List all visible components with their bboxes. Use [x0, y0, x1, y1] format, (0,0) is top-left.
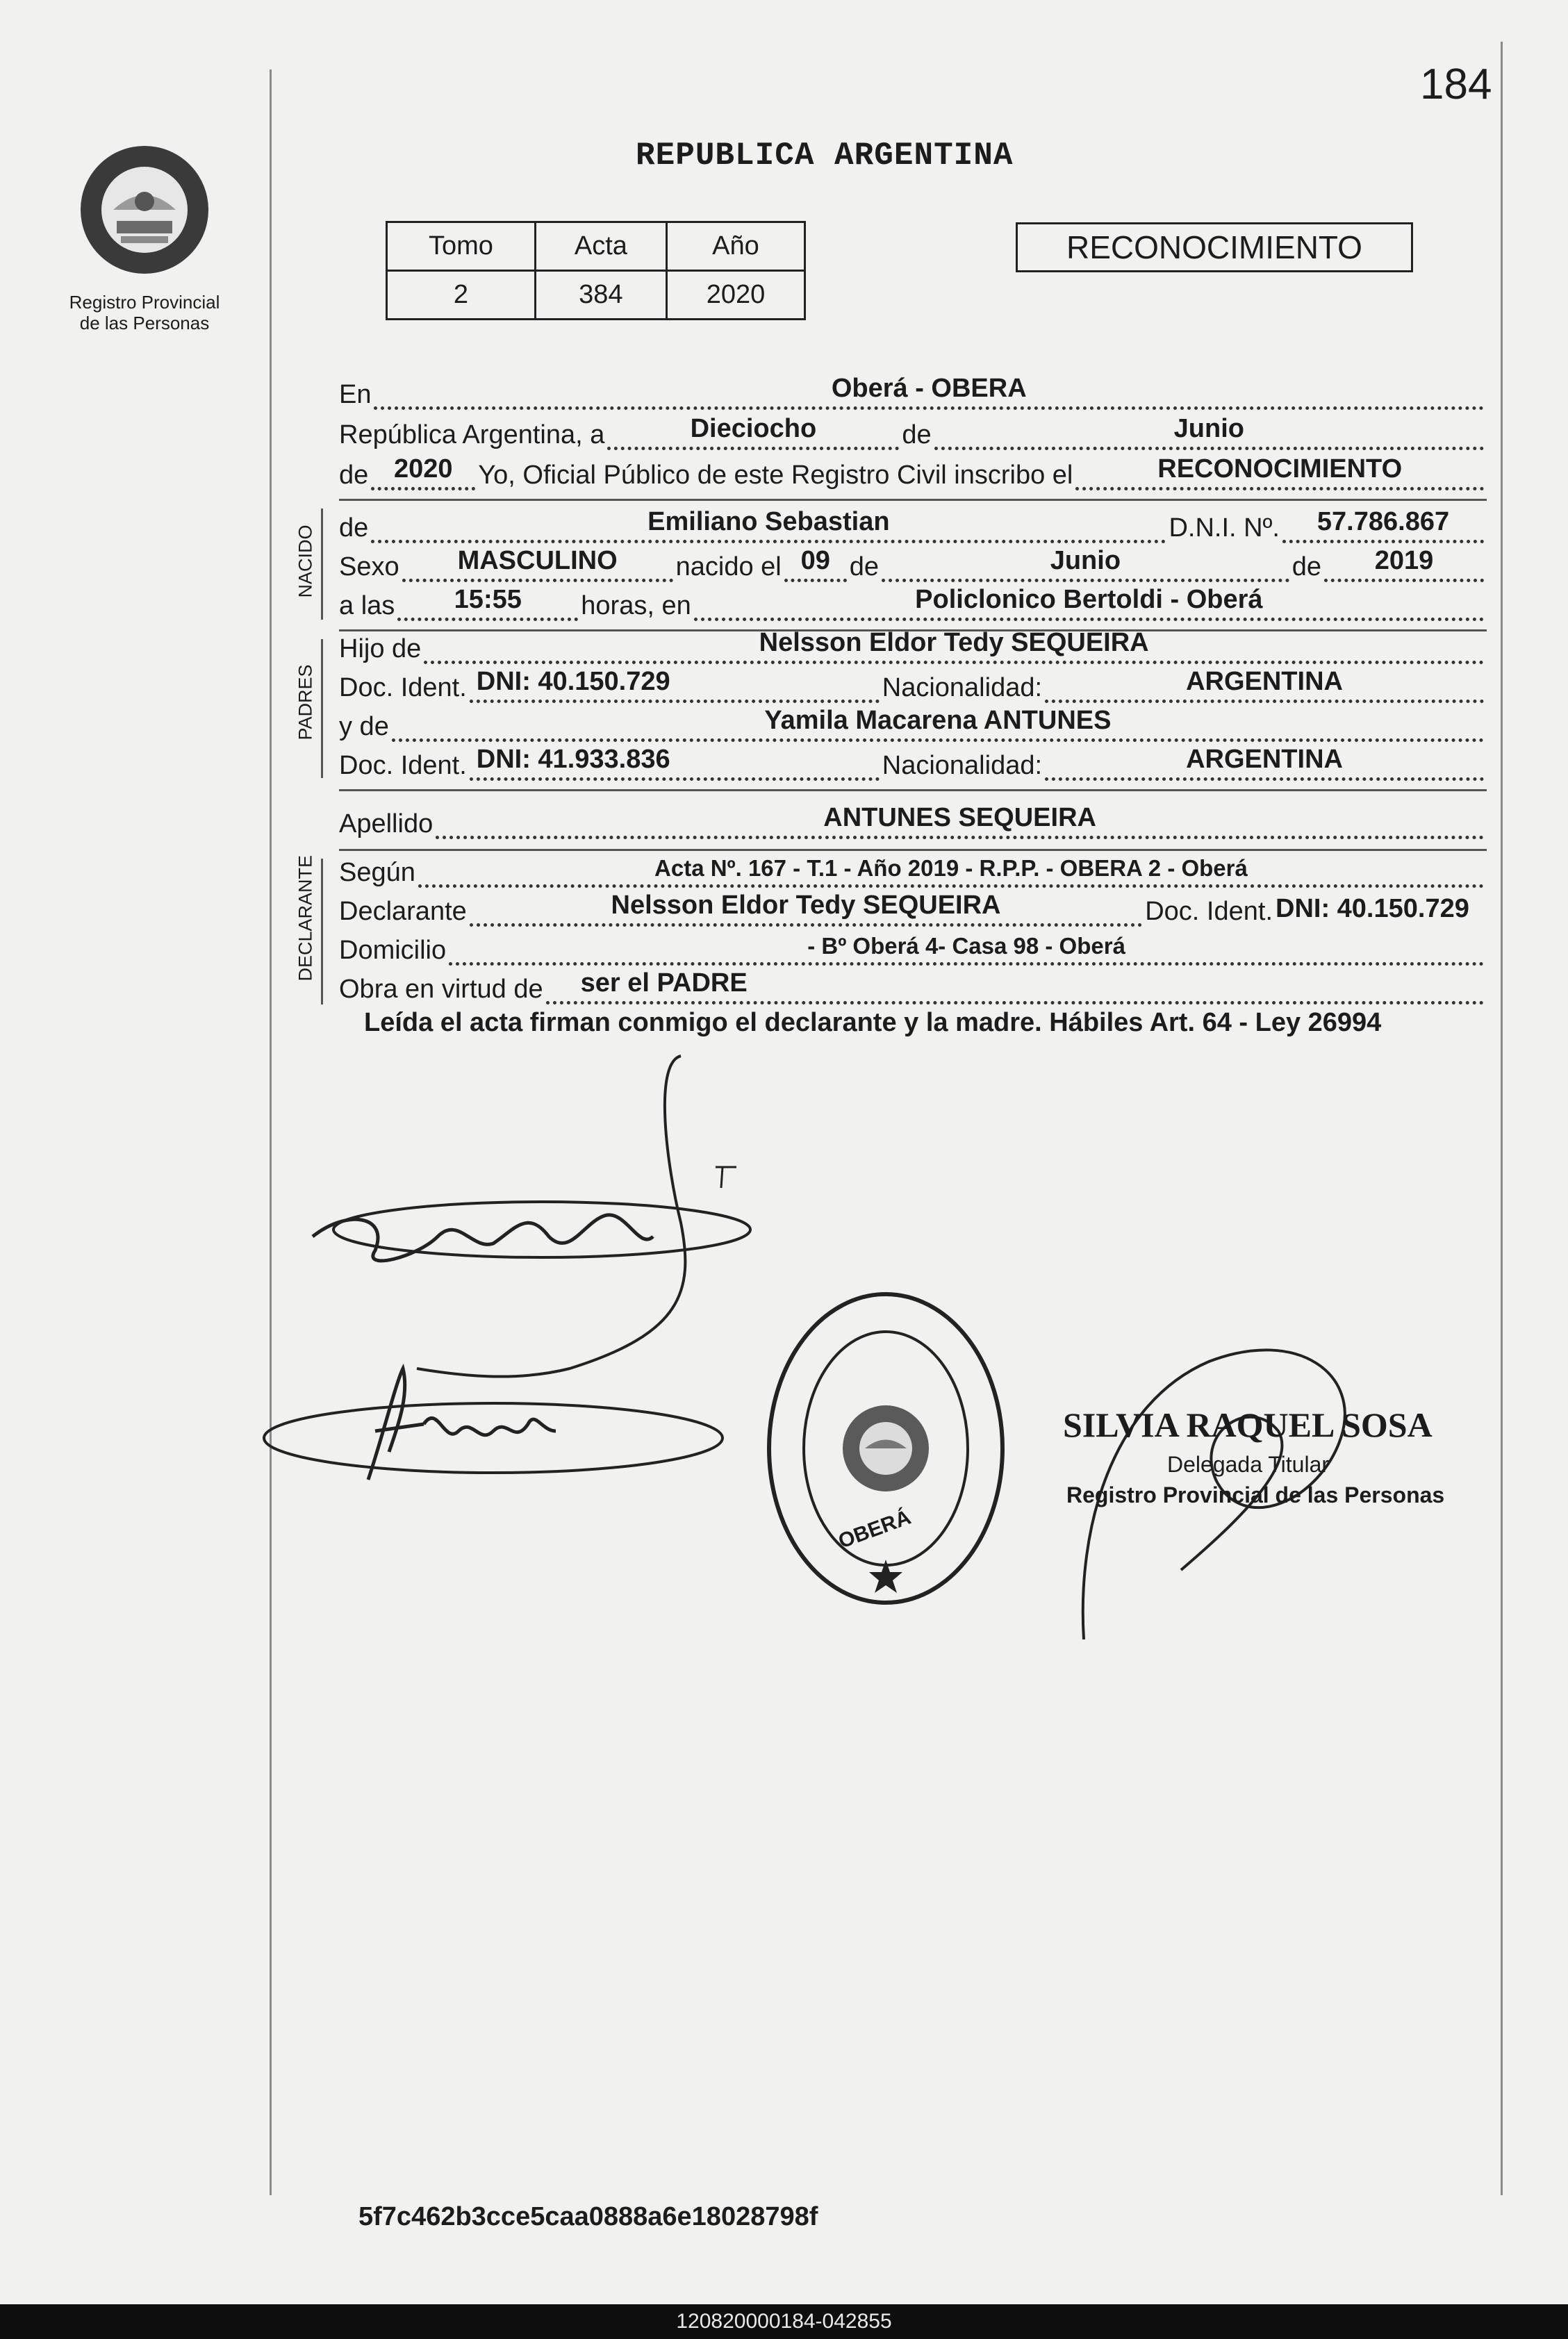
table-cell: 384	[535, 271, 666, 320]
officer-role: Delegada Titular	[1167, 1452, 1330, 1477]
label-doc-ident: Doc. Ident.	[339, 673, 467, 702]
value-dia-nac: 09	[800, 546, 830, 575]
logo-caption-1: Registro Provincial	[69, 292, 220, 313]
value-anio-nac: 2019	[1374, 546, 1434, 575]
label-domicilio: Domicilio	[339, 936, 447, 965]
table-header: Acta	[535, 222, 666, 271]
form-row-republica	[339, 415, 1487, 450]
right-margin-line	[1501, 42, 1503, 2195]
value-anio: 2020	[394, 454, 453, 483]
side-label-padres: PADRES	[295, 664, 316, 741]
form-row-domicilio	[339, 931, 1487, 966]
table-header: Tomo	[387, 222, 536, 271]
section-bracket-padres	[321, 639, 323, 778]
label-anio-prefix: de	[339, 461, 369, 490]
form-row-y-de	[339, 707, 1487, 742]
label-obra: Obra en virtud de	[339, 975, 543, 1004]
label-a-las: a las	[339, 591, 395, 620]
label-hijo-de: Hijo de	[339, 634, 422, 663]
form-row-hijo-de	[339, 629, 1487, 664]
document-hash: 5f7c462b3cce5caa0888a6e18028798f	[358, 2202, 818, 2231]
value-sexo: MASCULINO	[457, 546, 618, 575]
form-row-obra	[339, 970, 1487, 1005]
value-madre: Yamila Macarena ANTUNES	[764, 706, 1112, 735]
seal-center-text: OBERÁ	[835, 1505, 914, 1553]
footer-barcode-text: 120820000184-042855	[0, 2304, 1568, 2339]
value-segun: Acta Nº. 167 - T.1 - Año 2019 - R.P.P. - OBERA 2 - Oberá	[654, 855, 1248, 881]
value-obra: ser el PADRE	[580, 968, 748, 998]
form-row-apellido	[339, 804, 1487, 839]
label-horas-en: horas, en	[581, 591, 691, 620]
table-cell: 2	[387, 271, 536, 320]
section-divider	[339, 789, 1487, 791]
form-row-nacido-de	[339, 509, 1487, 543]
value-dia: Dieciocho	[690, 414, 817, 443]
label-dni: D.N.I. Nº.	[1169, 513, 1280, 543]
label-nacionalidad: Nacionalidad:	[882, 673, 1043, 702]
value-padre-nac: ARGENTINA	[1186, 667, 1343, 696]
label-nacido-de: de	[339, 513, 369, 543]
form-row-sexo	[339, 547, 1487, 582]
form-row-declarante	[339, 892, 1487, 927]
mother-signature-icon	[257, 1355, 743, 1494]
form-row-hora	[339, 586, 1487, 621]
value-mes: Junio	[1173, 414, 1244, 443]
value-madre-nac: ARGENTINA	[1186, 745, 1343, 774]
value-padre: Nelsson Eldor Tedy SEQUEIRA	[759, 628, 1149, 657]
value-nombre: Emiliano Sebastian	[647, 507, 890, 536]
section-divider	[339, 849, 1487, 851]
side-label-declarante: DECLARANTE	[295, 854, 316, 982]
table-cell: 2020	[666, 271, 804, 320]
label-y-de: y de	[339, 712, 389, 741]
label-en: En	[339, 380, 372, 409]
value-dni: 57.786.867	[1317, 507, 1450, 536]
label-oficial: Yo, Oficial Público de este Registro Civil inscribo el	[478, 461, 1073, 490]
label-apellido: Apellido	[339, 809, 434, 838]
value-madre-doc: DNI: 41.933.836	[476, 745, 670, 774]
section-bracket-declarante	[321, 859, 323, 1005]
form-row-oficial	[339, 456, 1487, 490]
value-declarante: Nelsson Eldor Tedy SEQUEIRA	[611, 891, 1001, 920]
officer-org: Registro Provincial de las Personas	[1066, 1482, 1445, 1507]
label-doc-ident: Doc. Ident.	[1145, 897, 1273, 926]
label-nacionalidad: Nacionalidad:	[882, 751, 1043, 780]
province-logo-icon	[75, 132, 214, 288]
value-inscribo: RECONOCIMIENTO	[1157, 454, 1403, 483]
label-segun: Según	[339, 858, 415, 887]
table-header: Año	[666, 222, 804, 271]
officer-name: SILVIA RAQUEL SOSA	[1063, 1405, 1433, 1444]
declarant-signature-icon	[292, 1042, 792, 1403]
value-lugar: Policlonico Bertoldi - Oberá	[915, 585, 1263, 614]
label-de: de	[902, 420, 932, 449]
closing-note: Leída el acta firman conmigo el declarante y la madre. Hábiles Art. 64 - Ley 26994	[364, 1008, 1382, 1037]
logo-caption-2: de las Personas	[79, 313, 210, 333]
value-domicilio: - Bº Oberá 4- Casa 98 - Oberá	[807, 933, 1125, 959]
act-type-box: RECONOCIMIENTO	[1016, 222, 1413, 272]
label-doc-ident: Doc. Ident.	[339, 751, 467, 780]
form-row-en	[339, 375, 1487, 410]
document-title: REPUBLICA ARGENTINA	[636, 138, 1014, 174]
label-sexo: Sexo	[339, 552, 399, 581]
label-nacido-el: nacido el	[675, 552, 782, 581]
section-bracket-nacido	[321, 509, 323, 620]
label-de-2: de	[1291, 552, 1321, 581]
official-seal-icon	[761, 1282, 1011, 1615]
label-de-1: de	[849, 552, 880, 581]
label-republica: República Argentina, a	[339, 420, 605, 449]
section-divider	[339, 499, 1487, 501]
side-label-nacido: NACIDO	[295, 524, 316, 598]
form-row-padre-doc	[339, 668, 1487, 703]
value-apellido: ANTUNES SEQUEIRA	[823, 803, 1096, 832]
value-padre-doc: DNI: 40.150.729	[476, 667, 670, 696]
registry-table	[386, 221, 806, 320]
value-mes-nac: Junio	[1050, 546, 1121, 575]
value-declarante-doc: DNI: 40.150.729	[1276, 894, 1469, 923]
label-declarante: Declarante	[339, 897, 467, 926]
page-number: 184	[1420, 60, 1492, 108]
value-en: Oberá - OBERA	[831, 374, 1027, 403]
value-hora: 15:55	[454, 585, 522, 614]
form-row-segun	[339, 853, 1487, 888]
left-margin-line	[270, 69, 272, 2195]
form-row-madre-doc	[339, 746, 1487, 781]
